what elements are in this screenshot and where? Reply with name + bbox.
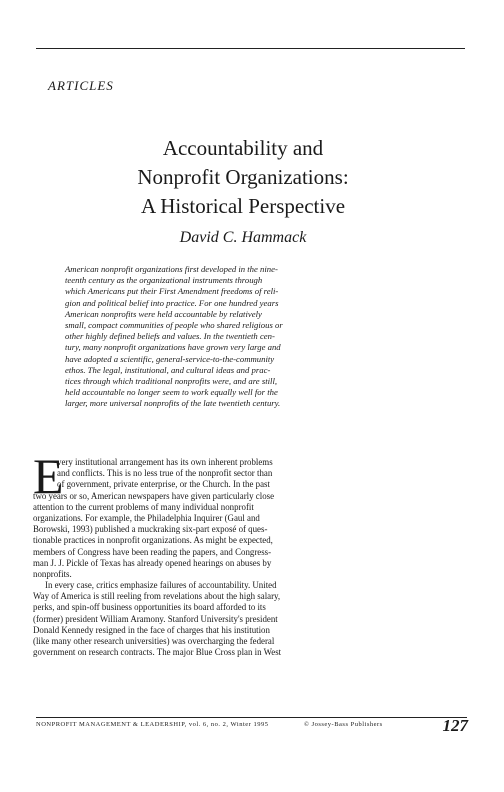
body-line: tionable practices in nonprofit organizations. As might be expected, — [33, 535, 273, 546]
article-title — [48, 134, 438, 221]
body-line: of government, private enterprise, or the Church. In the past — [57, 479, 270, 490]
body-line: two years or so, American newspapers have given particularly close — [33, 490, 275, 501]
publisher: © Jossey-Bass Publishers — [304, 721, 383, 728]
abstract-line: small, compact communities of people who shared religious or — [65, 320, 283, 331]
body-line: very institutional arrangement has its own inherent problems — [57, 457, 273, 467]
body-line: attention to the current problems of many individual nonprofit — [33, 501, 254, 512]
title-line: Accountability and — [162, 136, 324, 160]
abstract-line: other highly defined beliefs and values. In the twentieth cen- — [65, 331, 275, 342]
drop-cap: E — [33, 448, 64, 504]
body-line: Donald Kennedy resigned in the face of charges that his institution — [33, 624, 270, 635]
author-name: David C. Hammack — [179, 229, 307, 246]
body-line: Way of America is still reeling from revelations about the high salary, — [33, 591, 281, 602]
abstract-line: American nonprofit organizations first developed in the nine- — [65, 264, 278, 274]
title-line: Nonprofit Organizations: — [137, 165, 349, 189]
body-line: nonprofits. — [33, 568, 72, 579]
journal-citation: NONPROFIT MANAGEMENT & LEADERSHIP, vol. 6, no. 2, Winter 1995 — [36, 721, 269, 728]
body-line: (former) president William Aramony. Stanford University's president — [33, 613, 278, 624]
body-line: and conflicts. This is no less true of the nonprofit sector than — [57, 468, 273, 479]
abstract-line: tury, many nonprofit organizations have grown very large and — [65, 342, 281, 353]
body-line: (like many other research universities) was overcharging the federal — [33, 636, 275, 646]
body-line: In every case, critics emphasize failures of accountability. United — [45, 580, 277, 591]
abstract-line: tices through which traditional nonprofits were, and are still, — [65, 376, 278, 387]
body-line: Borowski, 1993) published a muckraking six-part exposé of ques- — [33, 524, 268, 535]
title-line: A Historical Perspective — [140, 194, 346, 218]
top-rule — [36, 48, 465, 49]
abstract-line: which Americans put their First Amendment freedoms of reli- — [65, 286, 279, 297]
body-line: members of Congress have been reading the papers, and Congress- — [33, 546, 272, 557]
body-line: government on research contracts. The major Blue Cross plan in West — [33, 647, 282, 658]
abstract-line: have adopted a scientific, general-service-to-the-community — [65, 353, 275, 364]
footer-rule — [36, 717, 467, 718]
abstract-line: American nonprofits were held accountable by relatively — [65, 308, 262, 319]
abstract-line: held accountable no longer seem to work equally well for the — [65, 387, 278, 398]
page-number: 127 — [442, 716, 468, 735]
section-label: ARTICLES — [48, 78, 114, 93]
abstract — [65, 264, 352, 410]
abstract-line: gion and political belief into practice. For one hundred years — [65, 297, 279, 308]
abstract-line: teenth century as the organizational instruments through — [65, 275, 263, 286]
footer — [36, 721, 383, 728]
body-line: perks, and spin-off business opportunities its board afforded to its — [33, 602, 266, 613]
abstract-line: larger, more universal nonprofits of the late twentieth century. — [65, 398, 281, 409]
body-line: man J. J. Pickle of Texas has already opened hearings on abuses by — [33, 557, 272, 568]
body-text — [33, 448, 379, 658]
body-line: organizations. For example, the Philadelphia Inquirer (Gaul and — [33, 512, 260, 523]
abstract-line: ethos. The legal, institutional, and cultural ideas and prac- — [65, 364, 271, 375]
